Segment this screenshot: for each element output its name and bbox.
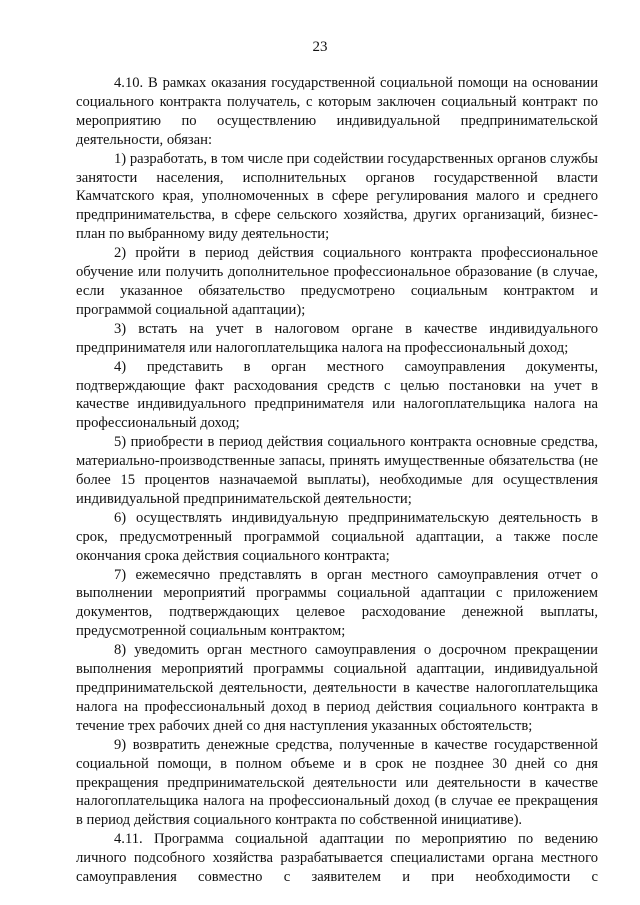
page-number: 23	[312, 39, 328, 55]
document-body	[76, 74, 598, 887]
paragraph-item-9: 9) возвратить денежные средства, полученные в качестве государственной социальной помощи, в полном объеме и в срок не позднее 30 дней со дня прекращения предпринимательской деятельности или деятельности в качестве налогоплательщика налога на профессиональный доход (в случае ее прекращения в период действия социального контракта по собственной инициативе).	[76, 736, 598, 829]
paragraph-item-7: 7) ежемесячно представлять в орган местного самоуправления отчет о выполнении мероприятий программы социальной адаптации с приложением документов, подтверждающих целевое расходование денежной выплаты, предусмотренной социальным контрактом;	[76, 566, 598, 640]
paragraph-item-2: 2) пройти в период действия социального контракта профессиональное обучение или получить дополнительное профессиональное образование (в случае, если указанное обязательство предусмотрено социальным контрактом и программой социальной адаптации);	[76, 245, 598, 318]
paragraph-4-10: 4.10. В рамках оказания государственной социальной помощи на основании социального контракта получатель, с которым заключен социальный контракт по мероприятию по осуществлению индивидуальной предпринимательской деятельности, обязан:	[76, 75, 598, 148]
paragraph-item-1: 1) разработать, в том числе при содействии государственных органов службы занятости населения, исполнительных органов государственной власти Камчатского края, уполномоченных в сфере регулирования малого и среднего предпринимательства, в сфере сельского хозяйства, других организаций, бизнес-план по выбранному виду деятельности;	[76, 150, 598, 243]
paragraph-item-8: 8) уведомить орган местного самоуправления о досрочном прекращении выполнения мероприятий программы социальной адаптации, индивидуальной предпринимательской деятельности, деятельности в качестве налогоплательщика налога на профессиональный доход в период действия социального контракта в течение трех рабочих дней со дня наступления указанных обстоятельств;	[76, 642, 598, 734]
paragraph-item-4: 4) представить в орган местного самоуправления документы, подтверждающие факт расходования средств с целью постановки на учет в качестве индивидуального предпринимателя или налогоплательщика налога на профессиональный доход;	[76, 358, 598, 432]
paragraph-4-11: 4.11. Программа социальной адаптации по мероприятию по ведению личного подсобного хозяйства разрабатывается специалистами органа местного самоуправления совместно с заявителем и при необходимости с	[76, 831, 598, 886]
paragraph-item-6: 6) осуществлять индивидуальную предпринимательскую деятельность в срок, предусмотренный программой социальной адаптации, а также после окончания срока действия социального контракта;	[76, 509, 598, 564]
paragraph-item-5: 5) приобрести в период действия социального контракта основные средства, материально-производственные запасы, принять имущественные обязательства (не более 15 процентов назначаемой выплаты), необходимые для осуществления индивидуальной предпринимательской деятельности;	[76, 434, 598, 507]
paragraph-item-3: 3) встать на учет в налоговом органе в качестве индивидуального предпринимателя или налогоплательщика налога на профессиональный доход;	[76, 320, 598, 356]
